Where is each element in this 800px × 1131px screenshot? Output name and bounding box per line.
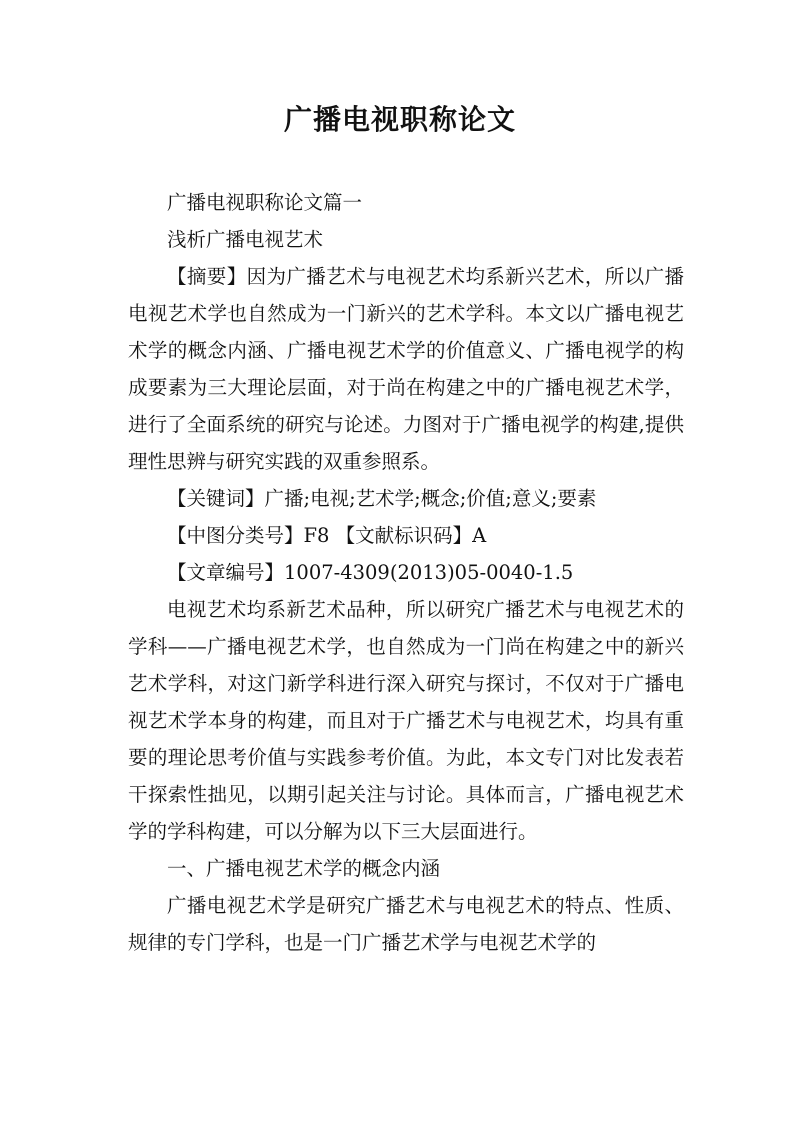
body-paragraph: 电视艺术均系新艺术品种，所以研究广播艺术与电视艺术的学科——广播电视艺术学，也自然成为一门尚在构建之中的新兴艺术学科，对这门新学科进行深入研究与探讨，不仅对于广播电视艺术学本身的构建，而且对于广播艺术与电视艺术，均具有重要的理论思考价值与实践参考价值。为此，本文专门对比发表若干探索性拙见，以期引起关注与讨论。具体而言，广播电视艺术学的学科构建，可以分解为以下三大层面进行。: [128, 598, 684, 843]
keywords-line: 【关键词】广播;电视;艺术学;概念;价值;意义;要素: [167, 487, 597, 510]
body-paragraph: 广播电视艺术学是研究广播艺术与电视艺术的特点、性质、规律的专门学科，也是一门广播艺术学与电视艺术学的: [128, 894, 684, 954]
abstract-paragraph: 【摘要】因为广播艺术与电视艺术均系新兴艺术，所以广播电视艺术学也自然成为一门新兴的艺术学科。本文以广播电视艺术学的概念内涵、广播电视艺术学的价值意义、广播电视学的构成要素为三大理论层面，对于尚在构建之中的广播电视艺术学，进行了全面系统的研究与论述。力图对于广播电视学的构建,提供理性思辨与研究实践的双重参照系。: [128, 265, 684, 473]
section-heading: 广播电视职称论文篇一: [167, 191, 363, 214]
document-body: [128, 184, 684, 961]
article-title: 浅析广播电视艺术: [167, 228, 324, 251]
subsection-heading: 一、广播电视艺术学的概念内涵: [167, 857, 441, 880]
document-title: 广播电视职称论文: [283, 103, 516, 136]
classification-line: 【中图分类号】F8 【文献标识码】A: [167, 524, 487, 547]
article-number-line: 【文章编号】1007-4309(2013)05-0040-1.5: [167, 561, 574, 584]
